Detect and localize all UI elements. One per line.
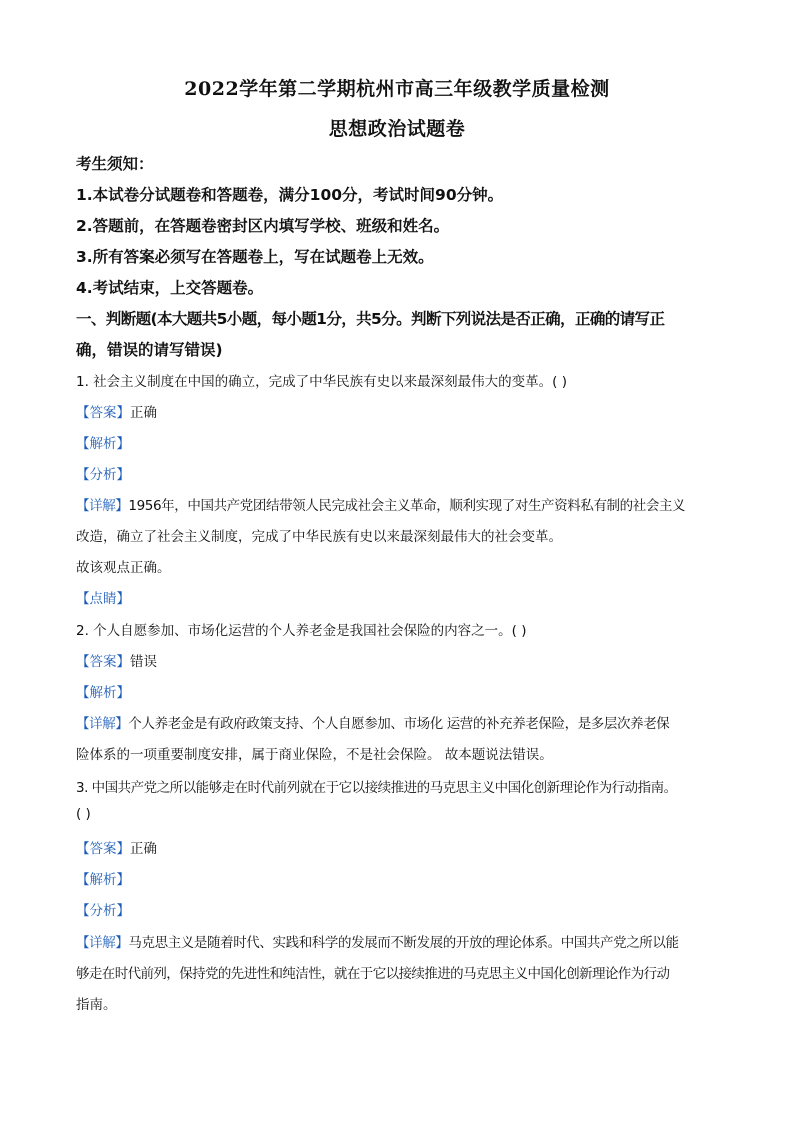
analysis-label: 【解析】 [76,436,130,452]
detail-text: 改造，确立了社会主义制度，完成了中华民族有史以来最深刻最伟大的社会变革。 [76,529,562,545]
detail-row [76,494,722,514]
notice-item: 2.答题前，在答题卷密封区内填写学校、班级和姓名。 [76,217,450,235]
detail-row [76,712,722,732]
detail-text: 1956年，中国共产党团结带领人民完成社会主义革命，顺利实现了对生产资料私有制的社会主义 [128,498,686,514]
notice-item: 4.考试结束，上交答题卷。 [76,279,264,297]
answer-value: 正确 [130,405,157,421]
answer-value: 正确 [130,841,157,857]
question-stem: 3. 中国共产党之所以能够走在时代前列就在于它以接续推进的马克思主义中国化创新理论作为行动指南。 [76,780,677,796]
detail-text: 够走在时代前列，保持党的先进性和纯洁性，就在于它以接续推进的马克思主义中国化创新理论作为行动 [76,966,670,982]
page-title: 2022学年第二学期杭州市高三年级教学质量检测 [184,78,610,100]
answer-label: 【答案】 [76,405,130,421]
notice-heading: 考生须知： [76,155,154,173]
detail-label: 【详解】 [76,716,129,732]
section-heading-cont: 确，错误的请写错误) [76,341,223,359]
detail-text: 马克思主义是随着时代、实践和科学的发展而不断发展的开放的理论体系。中国共产党之所以能 [128,935,679,951]
answer-label: 【答案】 [76,654,130,670]
detail-text: 个人养老金是有政府政策支持、个人自愿参加、市场化 运营的补充养老保险，是多层次养老保 [128,716,670,732]
answer-row [76,837,722,857]
answer-row [76,650,722,670]
detail-row [76,931,722,951]
answer-label: 【答案】 [76,841,130,857]
breakdown-label: 【分析】 [76,467,130,483]
analysis-label: 【解析】 [76,685,130,701]
detail-label: 【详解】 [76,935,129,951]
comment-label: 【点睛】 [76,591,130,607]
detail-text: 险体系的一项重要制度安排，属于商业保险，不是社会保险。 故本题说法错误。 [76,747,553,763]
question-stem: 1. 社会主义制度在中国的确立，完成了中华民族有史以来最深刻最伟大的变革。( ) [76,374,567,390]
notice-item: 1.本试卷分试题卷和答题卷，满分100分，考试时间90分钟。 [76,186,504,204]
answer-row [76,401,722,421]
answer-value: 错误 [130,654,157,670]
detail-text: 指南。 [76,997,117,1013]
question-stem: 2. 个人自愿参加、市场化运营的个人养老金是我国社会保险的内容之一。( ) [76,623,527,639]
page-subtitle: 思想政治试题卷 [328,118,466,140]
breakdown-label: 【分析】 [76,903,130,919]
section-heading: 一、判断题(本大题共5小题，每小题1分，共5分。判断下列说法是否正确，正确的请写正 [76,310,665,328]
question-stem-cont: ( ) [76,806,91,822]
notice-item: 3.所有答案必须写在答题卷上，写在试题卷上无效。 [76,248,434,266]
detail-text: 故该观点正确。 [76,560,171,576]
detail-label: 【详解】 [76,498,129,514]
analysis-label: 【解析】 [76,872,130,888]
